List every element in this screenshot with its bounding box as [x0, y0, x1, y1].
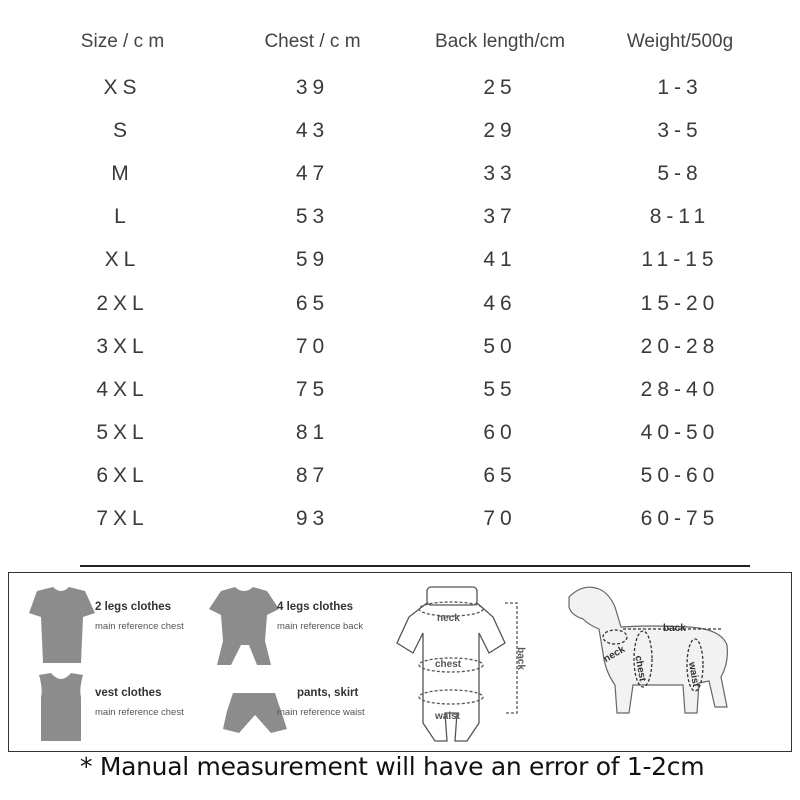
pants-title: pants, skirt	[297, 687, 359, 699]
dog-waist-label: waist	[685, 661, 702, 688]
weight-cell: 40-50	[640, 421, 720, 445]
weight-cell: 3-5	[657, 118, 703, 142]
back-length-cell: 55	[483, 377, 517, 401]
tshirt-icon	[29, 587, 95, 663]
size-cell: 4XL	[96, 377, 149, 401]
chest-cell: 75	[295, 377, 330, 401]
table-row	[30, 196, 770, 239]
four-legs-ref: main reference back	[277, 621, 364, 632]
dog-diagram	[569, 587, 727, 713]
size-cell: M	[111, 161, 134, 185]
chest-cell: 47	[295, 161, 330, 185]
back-length-cell: 46	[483, 291, 517, 315]
four-legs-clothes-icon	[209, 587, 279, 665]
chest-cell: 43	[295, 118, 330, 142]
vest-clothes	[95, 687, 184, 718]
four-legs-clothes	[277, 601, 363, 632]
dog-chest-label: chest	[632, 654, 648, 683]
weight-cell: 1-3	[657, 75, 703, 99]
chest-cell: 59	[295, 248, 330, 272]
dog-neck-label: neck	[601, 644, 628, 665]
weight-cell: 28-40	[640, 377, 720, 401]
size-cell: XS	[103, 75, 142, 99]
pants-ref: main reference waist	[277, 707, 365, 718]
back-length-cell: 37	[483, 205, 517, 229]
back-length-cell: 65	[483, 464, 517, 488]
two-legs-ref: main reference chest	[95, 621, 184, 632]
measurement-guide	[8, 572, 792, 752]
divider	[80, 565, 750, 567]
chest-cell: 81	[295, 421, 330, 445]
table-row	[30, 239, 770, 282]
vest-ref: main reference chest	[95, 707, 184, 718]
dog-icon	[569, 587, 727, 713]
size-table	[30, 18, 770, 541]
header-weight: Weight/500g	[626, 31, 734, 52]
table-row	[30, 412, 770, 455]
table-row	[30, 455, 770, 498]
garment-back-label: back	[514, 647, 526, 670]
vest-title: vest clothes	[95, 687, 162, 699]
size-cell: 2XL	[96, 291, 149, 315]
dog-back-label: back	[663, 623, 686, 634]
chest-cell: 39	[295, 75, 330, 99]
chest-cell: 93	[295, 507, 330, 531]
table-row	[30, 152, 770, 195]
four-legs-title: 4 legs clothes	[277, 601, 354, 613]
header-chest: Chest / c m	[264, 31, 361, 52]
back-length-cell: 60	[483, 421, 517, 445]
table-row	[30, 325, 770, 368]
back-length-cell: 41	[483, 248, 517, 272]
size-cell: 6XL	[96, 464, 149, 488]
vest-icon	[39, 673, 83, 741]
two-legs-title: 2 legs clothes	[95, 601, 172, 613]
chest-cell: 87	[295, 464, 330, 488]
two-legs-clothes	[95, 601, 184, 632]
back-length-cell: 33	[483, 161, 517, 185]
weight-cell: 50-60	[640, 464, 720, 488]
size-cell: S	[112, 118, 132, 142]
size-cell: L	[114, 205, 131, 229]
chest-cell: 65	[295, 291, 330, 315]
header-back-length: Back length/cm	[435, 31, 565, 52]
garment-neck-label: neck	[437, 613, 460, 624]
size-cell: 7XL	[96, 507, 149, 531]
table-row	[30, 109, 770, 152]
size-cell: 5XL	[96, 421, 149, 445]
weight-cell: 20-28	[640, 334, 720, 358]
chest-cell: 70	[295, 334, 330, 358]
weight-cell: 5-8	[657, 161, 703, 185]
back-length-cell: 29	[483, 118, 517, 142]
back-length-cell: 25	[483, 75, 517, 99]
table-row	[30, 368, 770, 411]
garment-waist-label: waist	[435, 711, 461, 722]
back-length-cell: 50	[483, 334, 517, 358]
table-row	[30, 498, 770, 541]
chest-cell: 53	[295, 205, 330, 229]
guide-icons	[9, 573, 793, 753]
garment-chest-label: chest	[435, 659, 462, 670]
size-cell: XL	[104, 248, 141, 272]
size-cell: 3XL	[96, 334, 149, 358]
table-row	[30, 66, 770, 109]
measurement-note: * Manual measurement will have an error of 1-2cm	[80, 752, 705, 781]
back-length-cell: 70	[483, 507, 517, 531]
table-header	[30, 18, 770, 66]
weight-cell: 8-11	[649, 205, 711, 229]
pants-skirt	[277, 687, 365, 718]
weight-cell: 60-75	[640, 507, 720, 531]
weight-cell: 15-20	[640, 291, 720, 315]
header-size: Size / c m	[80, 31, 165, 52]
weight-cell: 11-15	[641, 248, 719, 272]
table-row	[30, 282, 770, 325]
